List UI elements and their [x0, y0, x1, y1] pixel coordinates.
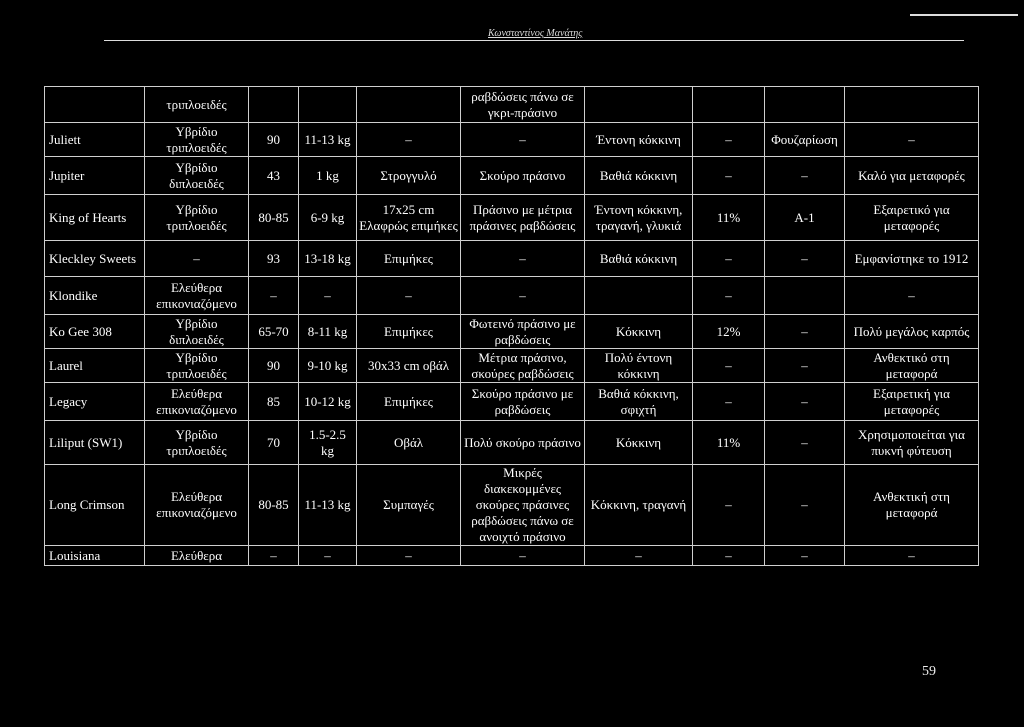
table-cell: – [357, 277, 461, 315]
table-cell: – [461, 546, 585, 566]
table-row [45, 195, 979, 241]
table-cell: Εξαιρετικό για μεταφορές [845, 195, 979, 241]
table-row [45, 123, 979, 157]
table-cell: Χρησιμοποιείται για πυκνή φύτευση [845, 421, 979, 465]
table-cell: Πολύ σκούρο πράσινο [461, 421, 585, 465]
table-row [45, 383, 979, 421]
table-cell: – [585, 546, 693, 566]
table-cell: – [461, 277, 585, 315]
table-cell: Σκούρο πράσινο με ραβδώσεις [461, 383, 585, 421]
table-cell [249, 87, 299, 123]
table-cell: 10-12 kg [299, 383, 357, 421]
table-cell: – [765, 157, 845, 195]
table-cell: Ανθεκτική στη μεταφορά [845, 465, 979, 546]
table-cell [845, 87, 979, 123]
table-cell: 80-85 [249, 465, 299, 546]
cultivar-name-cell: Louisiana [45, 546, 145, 566]
table-cell: Κόκκινη [585, 421, 693, 465]
table-cell: – [765, 349, 845, 383]
table-cell: Μέτρια πράσινο, σκούρες ραβδώσεις [461, 349, 585, 383]
table-cell: Έντονη κόκκινη, τραγανή, γλυκιά [585, 195, 693, 241]
table-cell: 1.5-2.5 kg [299, 421, 357, 465]
table-cell: – [765, 421, 845, 465]
table-row [45, 349, 979, 383]
table-cell: Βαθιά κόκκινη [585, 241, 693, 277]
table-cell: 93 [249, 241, 299, 277]
table-cell: – [357, 546, 461, 566]
table-cell: 90 [249, 349, 299, 383]
table-cell: Πολύ έντονη κόκκινη [585, 349, 693, 383]
cultivar-name-cell: Ko Gee 308 [45, 315, 145, 349]
table-cell: – [765, 465, 845, 546]
table-cell: Ελεύθερα επικονιαζόμενο [145, 277, 249, 315]
table-cell: Κόκκινη [585, 315, 693, 349]
table-cell: 65-70 [249, 315, 299, 349]
table-cell: – [299, 546, 357, 566]
table-cell: – [693, 123, 765, 157]
table-cell [765, 87, 845, 123]
cultivar-name-cell: Laurel [45, 349, 145, 383]
table-cell: 11-13 kg [299, 123, 357, 157]
table-cell: Υβρίδιο διπλοειδές [145, 315, 249, 349]
table-cell: – [765, 315, 845, 349]
cultivar-name-cell: Legacy [45, 383, 145, 421]
table-cell: Επιμήκες [357, 241, 461, 277]
table-cell: ραβδώσεις πάνω σε γκρι-πράσινο [461, 87, 585, 123]
header-rule-right [910, 14, 1018, 16]
table-cell: – [461, 241, 585, 277]
table-cell: Στρογγυλό [357, 157, 461, 195]
table-cell: 17x25 cm Ελαφρώς επιμήκες [357, 195, 461, 241]
table-cell: 6-9 kg [299, 195, 357, 241]
cultivar-name-cell: Klondike [45, 277, 145, 315]
table-cell: Ελεύθερα επικονιαζόμενο [145, 383, 249, 421]
cultivar-name-cell: Liliput (SW1) [45, 421, 145, 465]
cultivar-name-cell: Jupiter [45, 157, 145, 195]
table-cell: 13-18 kg [299, 241, 357, 277]
table-cell: A-1 [765, 195, 845, 241]
table-cell [299, 87, 357, 123]
table-cell [765, 277, 845, 315]
table-cell: Υβρίδιο διπλοειδές [145, 157, 249, 195]
table-cell: – [693, 383, 765, 421]
table-cell: 90 [249, 123, 299, 157]
table-cell [357, 87, 461, 123]
cultivar-name-cell: Juliett [45, 123, 145, 157]
table-cell: Κόκκινη, τραγανή [585, 465, 693, 546]
table-cell: – [693, 465, 765, 546]
table-cell: Έντονη κόκκινη [585, 123, 693, 157]
table-row [45, 87, 979, 123]
table-cell: 80-85 [249, 195, 299, 241]
table-cell: 12% [693, 315, 765, 349]
table-row [45, 315, 979, 349]
table-cell: – [845, 123, 979, 157]
table-cell: τριπλοειδές [145, 87, 249, 123]
table-cell [693, 87, 765, 123]
table-cell: – [765, 241, 845, 277]
table-cell: 70 [249, 421, 299, 465]
header-author: Κωνσταντίνος Μανάτης [488, 28, 583, 39]
table-row [45, 546, 979, 566]
table-cell: Μικρές διακεκομμένες σκούρες πράσινες ραβδώσεις πάνω σε ανοιχτό πράσινο [461, 465, 585, 546]
table-cell: Καλό για μεταφορές [845, 157, 979, 195]
table-cell: Επιμήκες [357, 383, 461, 421]
table-cell: – [357, 123, 461, 157]
cultivar-name-cell: Long Crimson [45, 465, 145, 546]
table-cell: – [249, 277, 299, 315]
table-cell: Συμπαγές [357, 465, 461, 546]
table-cell: – [845, 277, 979, 315]
table-cell: – [693, 241, 765, 277]
cultivar-table [44, 86, 979, 566]
table-body [45, 87, 979, 566]
table-cell: Βαθιά κόκκινη, σφιχτή [585, 383, 693, 421]
table-cell: Ελεύθερα επικονιαζόμενο [145, 465, 249, 546]
table-cell: 43 [249, 157, 299, 195]
table-cell: 1 kg [299, 157, 357, 195]
table-cell [585, 87, 693, 123]
table-cell: – [461, 123, 585, 157]
table-cell: – [765, 546, 845, 566]
table-cell: Υβρίδιο τριπλοειδές [145, 195, 249, 241]
table-cell: Φουζαρίωση [765, 123, 845, 157]
table-cell [585, 277, 693, 315]
table-row [45, 277, 979, 315]
table-cell: 30x33 cm οβάλ [357, 349, 461, 383]
table-row [45, 241, 979, 277]
table-cell: Υβρίδιο τριπλοειδές [145, 421, 249, 465]
table-cell: 85 [249, 383, 299, 421]
page-number: 59 [922, 664, 936, 679]
table-cell: – [249, 546, 299, 566]
table-cell: – [845, 546, 979, 566]
table-row [45, 421, 979, 465]
table-cell: 11% [693, 421, 765, 465]
table-cell: Υβρίδιο τριπλοειδές [145, 349, 249, 383]
table-cell: – [299, 277, 357, 315]
table-cell: 11-13 kg [299, 465, 357, 546]
table-cell: Εμφανίστηκε το 1912 [845, 241, 979, 277]
table-cell: – [693, 157, 765, 195]
table-cell: Φωτεινό πράσινο με ραβδώσεις [461, 315, 585, 349]
table-cell: Πράσινο με μέτρια πράσινες ραβδώσεις [461, 195, 585, 241]
cultivar-name-cell: King of Hearts [45, 195, 145, 241]
table-row [45, 465, 979, 546]
table-cell: – [765, 383, 845, 421]
table-cell: – [693, 546, 765, 566]
table-cell: Πολύ μεγάλος καρπός [845, 315, 979, 349]
table-cell: – [693, 349, 765, 383]
cultivar-name-cell [45, 87, 145, 123]
header-rule [104, 40, 964, 41]
table-cell: Υβρίδιο τριπλοειδές [145, 123, 249, 157]
table-cell: – [693, 277, 765, 315]
table-cell: Εξαιρετική για μεταφορές [845, 383, 979, 421]
table-cell: Οβάλ [357, 421, 461, 465]
table-cell: 8-11 kg [299, 315, 357, 349]
table-cell: 9-10 kg [299, 349, 357, 383]
table-cell: Ανθεκτικό στη μεταφορά [845, 349, 979, 383]
table-cell: Επιμήκες [357, 315, 461, 349]
table-cell: Σκούρο πράσινο [461, 157, 585, 195]
table-cell: 11% [693, 195, 765, 241]
table-cell: Βαθιά κόκκινη [585, 157, 693, 195]
table-cell: Ελεύθερα [145, 546, 249, 566]
table-cell: – [145, 241, 249, 277]
cultivar-name-cell: Kleckley Sweets [45, 241, 145, 277]
table-row [45, 157, 979, 195]
